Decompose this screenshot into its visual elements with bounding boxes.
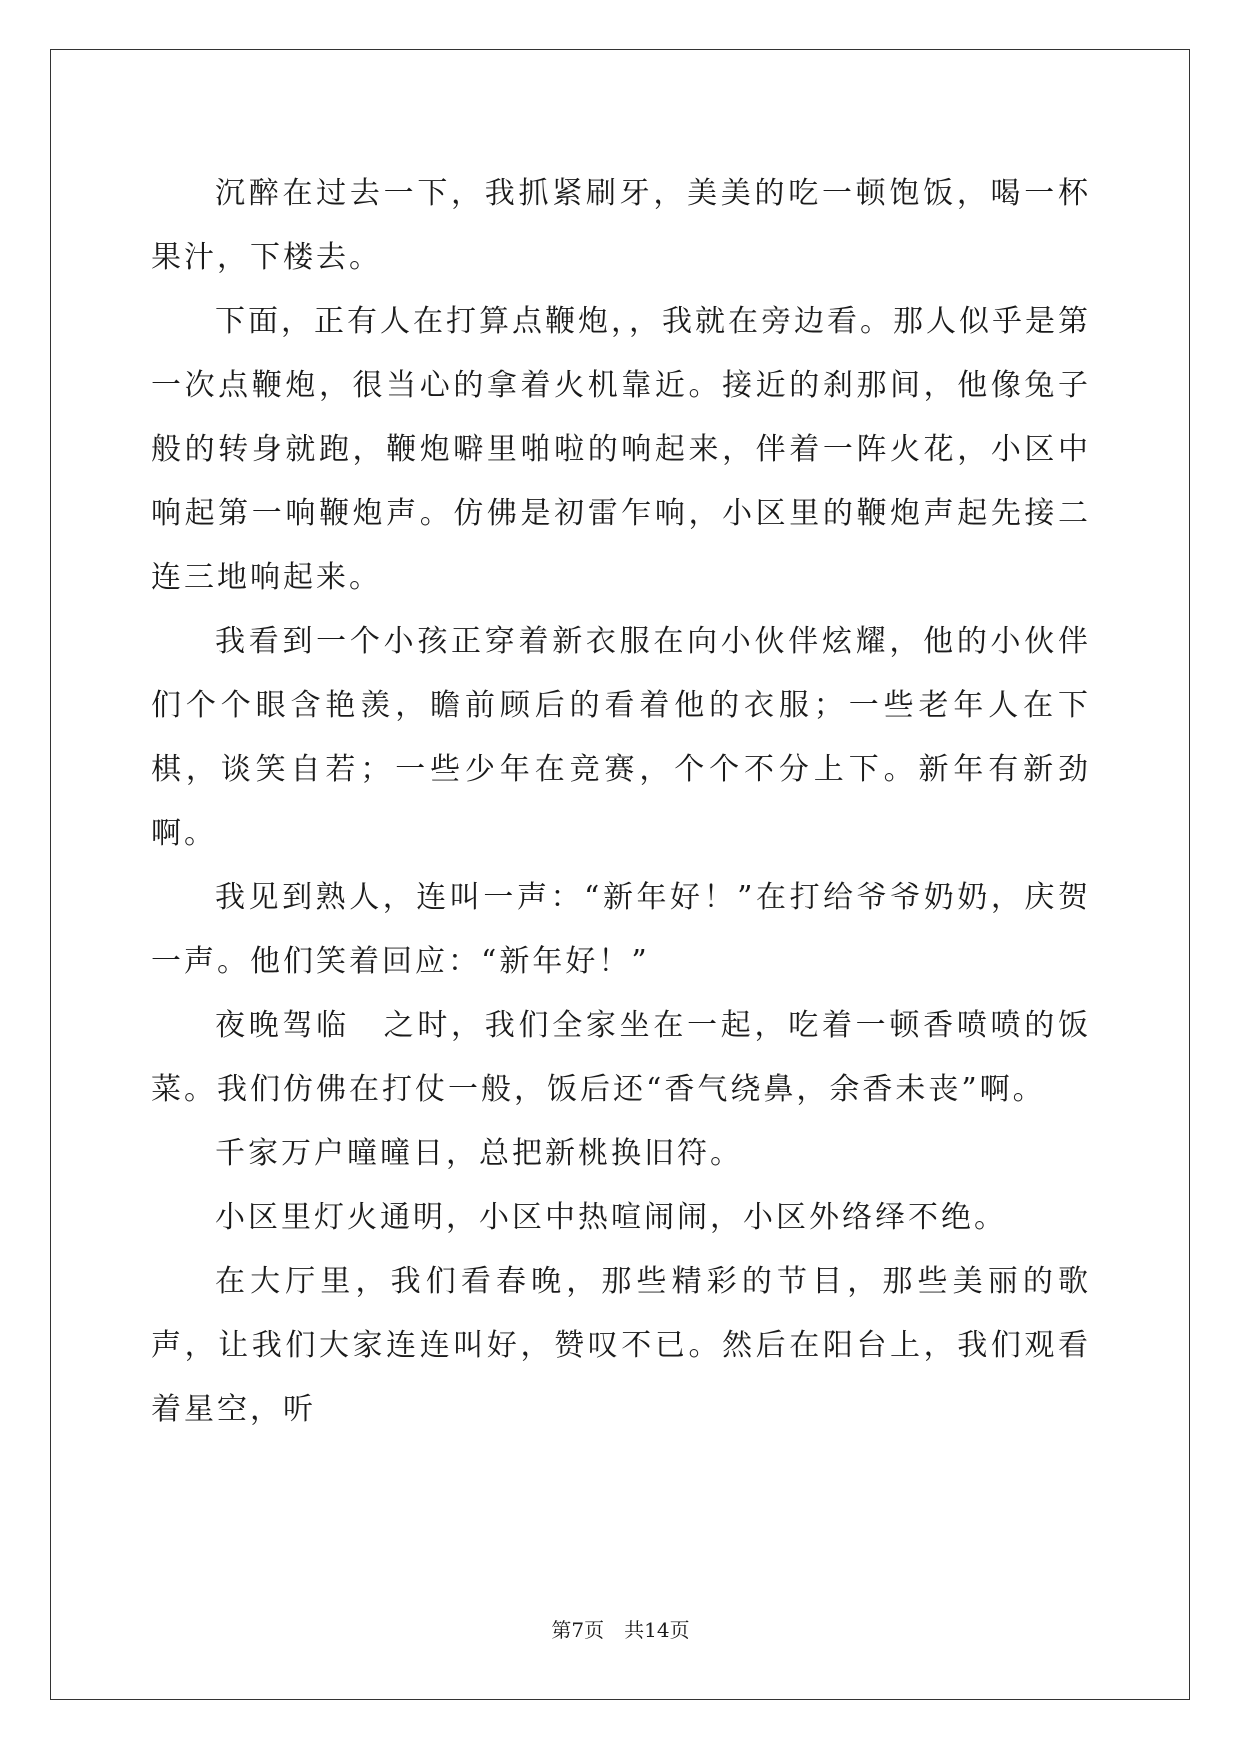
page-total: 共14页 bbox=[624, 1618, 690, 1642]
paragraph: 沉醉在过去一下，我抓紧刷牙，美美的吃一顿饱饭，喝一杯果汁，下楼去。 bbox=[151, 176, 1091, 275]
document-body bbox=[151, 162, 1091, 1442]
paragraph: 我看到一个小孩正穿着新衣服在向小伙伴炫耀，他的小伙伴们个个眼含艳羡，瞻前顾后的看着他的衣服；一些老年人在下棋，谈笑自若；一些少年在竞赛，个个不分上下。新年有新劲啊。 bbox=[151, 624, 1091, 851]
paragraph: 下面，正有人在打算点鞭炮，，我就在旁边看。那人似乎是第一次点鞭炮，很当心的拿着火机靠近。接近的刹那间，他像兔子般的转身就跑，鞭炮噼里啪啦的响起来，伴着一阵火花，小区中响起第一响鞭炮声。仿佛是初雷乍响，小区里的鞭炮声起先接二连三地响起来。 bbox=[151, 304, 1091, 595]
page-footer bbox=[0, 1616, 1241, 1644]
page-number: 第7页 bbox=[551, 1618, 605, 1642]
paragraph: 我见到熟人，连叫一声：“新年好！”在打给爷爷奶奶，庆贺一声。他们笑着回应：“新年好！” bbox=[151, 880, 1091, 979]
paragraph: 夜晚驾临 之时，我们全家坐在一起，吃着一顿香喷喷的饭菜。我们仿佛在打仗一般，饭后还“香气绕鼻，余香未丧”啊。 bbox=[151, 1008, 1091, 1107]
paragraph: 在大厅里，我们看春晚，那些精彩的节目，那些美丽的歌声，让我们大家连连叫好，赞叹不已。然后在阳台上，我们观看着星空，听 bbox=[151, 1264, 1091, 1427]
paragraph: 千家万户曈曈日，总把新桃换旧符。 bbox=[215, 1136, 743, 1171]
paragraph: 小区里灯火通明，小区中热喧闹闹，小区外络绎不绝。 bbox=[215, 1200, 1007, 1235]
